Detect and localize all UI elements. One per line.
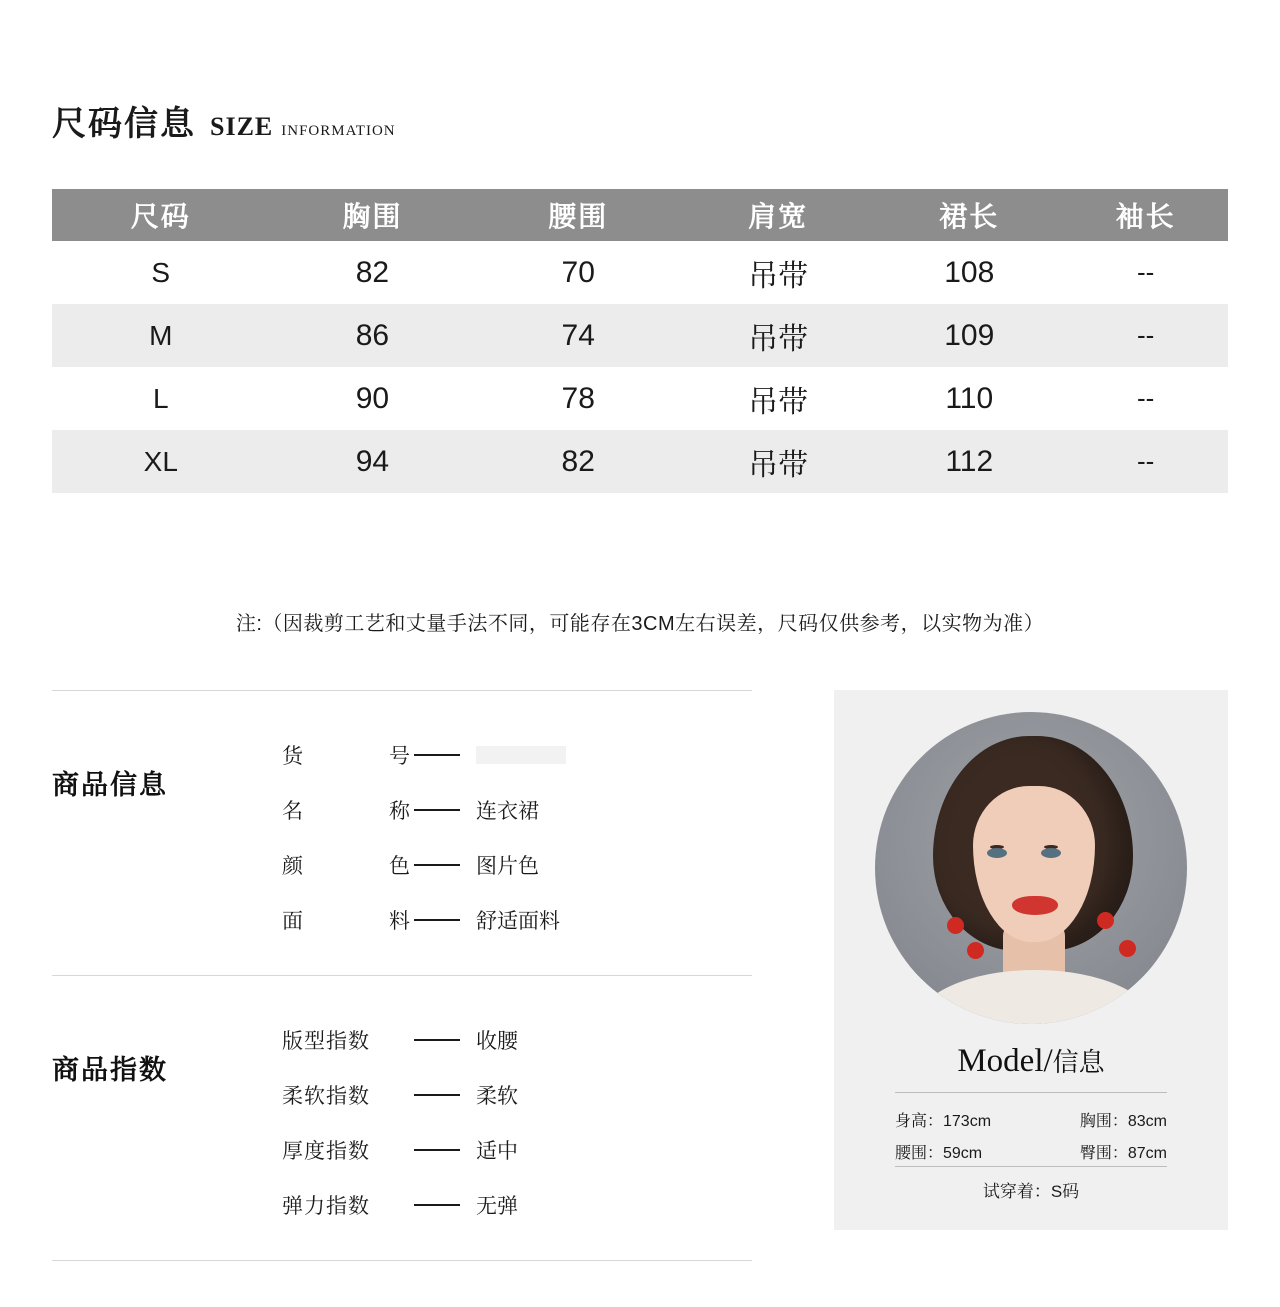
value-elasticity-index: 无弹 xyxy=(476,1194,518,1218)
table-row xyxy=(52,304,1228,367)
rule-line xyxy=(414,1039,460,1041)
page-title xyxy=(52,96,396,145)
rule-line xyxy=(414,809,460,811)
product-index-title: 商品指数 xyxy=(52,1055,168,1085)
model-title xyxy=(834,1042,1228,1080)
product-info-block xyxy=(52,691,752,947)
product-index-row-fit xyxy=(282,1012,752,1067)
model-try-on-size: 试穿着：S码 xyxy=(982,1182,1080,1201)
cell-bust: 94 xyxy=(355,444,390,478)
value-name: 连衣裙 xyxy=(476,799,539,823)
model-eye-left xyxy=(987,848,1007,858)
product-info-rows xyxy=(282,727,752,947)
cell-bust: 90 xyxy=(355,381,390,415)
cell-dress-length: 109 xyxy=(944,318,995,352)
cell-size: L xyxy=(152,382,169,414)
product-info-column xyxy=(52,690,752,1261)
model-waist: 腰围：59cm xyxy=(895,1145,983,1162)
model-hip: 臀围：87cm xyxy=(1079,1145,1167,1162)
label-fit-index: 版型指数 xyxy=(282,1029,370,1053)
lower-section xyxy=(52,690,1228,1230)
table-header-row xyxy=(52,189,1228,241)
page-title-cn: 尺码信息 xyxy=(52,105,196,143)
rule-line xyxy=(414,864,460,866)
product-index-row-softness xyxy=(282,1067,752,1122)
measurement-note: 注:（因裁剪工艺和丈量手法不同，可能存在3CM左右误差，尺码仅供参考，以实物为准） xyxy=(235,613,1045,635)
model-divider-bottom xyxy=(895,1166,1167,1167)
cell-dress-length: 112 xyxy=(945,444,994,478)
column-header-waist: 腰围 xyxy=(475,189,681,241)
model-height: 身高：173cm xyxy=(895,1113,992,1130)
product-info-title: 商品信息 xyxy=(52,770,168,800)
model-divider-top xyxy=(895,1092,1167,1093)
model-bust: 胸围：83cm xyxy=(1079,1113,1167,1130)
column-header-sleeve-length: 袖长 xyxy=(1063,189,1228,241)
cell-waist: 78 xyxy=(561,381,595,415)
column-header-shoulder: 肩宽 xyxy=(681,189,875,241)
cell-waist: 82 xyxy=(561,444,595,478)
column-header-bust: 胸围 xyxy=(270,189,476,241)
model-shoulders xyxy=(915,970,1155,1024)
table-row xyxy=(52,430,1228,493)
earring-icon xyxy=(1097,912,1114,929)
cell-shoulder: 吊带 xyxy=(748,385,809,419)
page-title-size: SIZE xyxy=(210,112,274,141)
column-header-size: 尺码 xyxy=(52,189,270,241)
model-info-card xyxy=(834,690,1228,1230)
value-color: 图片色 xyxy=(476,854,539,878)
label-color: 颜 色 xyxy=(282,854,410,878)
rule-line xyxy=(414,919,460,921)
value-item-no xyxy=(476,746,566,764)
cell-size: S xyxy=(151,256,171,288)
value-softness-index: 柔软 xyxy=(476,1084,518,1108)
rule-line xyxy=(414,1204,460,1206)
model-title-cn: 信息 xyxy=(1052,1047,1105,1077)
divider-bottom xyxy=(52,1260,752,1261)
label-name: 名 称 xyxy=(282,799,410,823)
rule-line xyxy=(414,754,460,756)
label-softness-index: 柔软指数 xyxy=(282,1084,370,1108)
product-index-row-elasticity xyxy=(282,1177,752,1232)
cell-shoulder: 吊带 xyxy=(748,448,809,482)
label-fabric: 面 料 xyxy=(282,909,410,933)
value-fabric: 舒适面料 xyxy=(476,909,560,933)
cell-sleeve-length: -- xyxy=(1137,257,1155,287)
product-info-row-name xyxy=(282,782,752,837)
model-photo xyxy=(875,712,1187,1024)
table-row xyxy=(52,241,1228,304)
table-row xyxy=(52,367,1228,430)
value-fit-index: 收腰 xyxy=(476,1029,518,1053)
model-stats xyxy=(895,1108,1167,1172)
size-table xyxy=(52,189,1228,493)
cell-sleeve-length: -- xyxy=(1137,320,1155,350)
label-item-no: 货 号 xyxy=(282,744,410,768)
earring-icon xyxy=(967,942,984,959)
model-stat-row xyxy=(895,1140,1167,1163)
product-index-block xyxy=(52,976,752,1232)
column-header-dress-length: 裙长 xyxy=(875,189,1063,241)
cell-sleeve-length: -- xyxy=(1137,446,1155,476)
cell-dress-length: 108 xyxy=(944,255,995,289)
cell-size: XL xyxy=(143,445,178,477)
earring-icon xyxy=(1119,940,1136,957)
product-info-row-item-no xyxy=(282,727,752,782)
product-info-row-fabric xyxy=(282,892,752,947)
value-thickness-index: 适中 xyxy=(476,1139,518,1163)
model-lips xyxy=(1012,896,1058,915)
cell-dress-length: 110 xyxy=(945,381,994,415)
cell-size: M xyxy=(149,319,173,351)
cell-bust: 82 xyxy=(355,255,390,289)
cell-sleeve-length: -- xyxy=(1137,383,1155,413)
cell-shoulder: 吊带 xyxy=(748,259,809,293)
page-title-information: INFORMATION xyxy=(281,123,396,139)
earring-icon xyxy=(947,917,964,934)
cell-shoulder: 吊带 xyxy=(748,322,809,356)
model-stat-row xyxy=(895,1108,1167,1131)
product-index-row-thickness xyxy=(282,1122,752,1177)
rule-line xyxy=(414,1149,460,1151)
cell-waist: 70 xyxy=(561,255,595,289)
cell-bust: 86 xyxy=(355,318,390,352)
label-elasticity-index: 弹力指数 xyxy=(282,1194,370,1218)
model-eye-right xyxy=(1041,848,1061,858)
product-info-row-color xyxy=(282,837,752,892)
label-thickness-index: 厚度指数 xyxy=(282,1139,370,1163)
rule-line xyxy=(414,1094,460,1096)
product-index-rows xyxy=(282,1012,752,1232)
cell-waist: 74 xyxy=(561,318,595,352)
model-title-en: Model/ xyxy=(957,1043,1053,1079)
